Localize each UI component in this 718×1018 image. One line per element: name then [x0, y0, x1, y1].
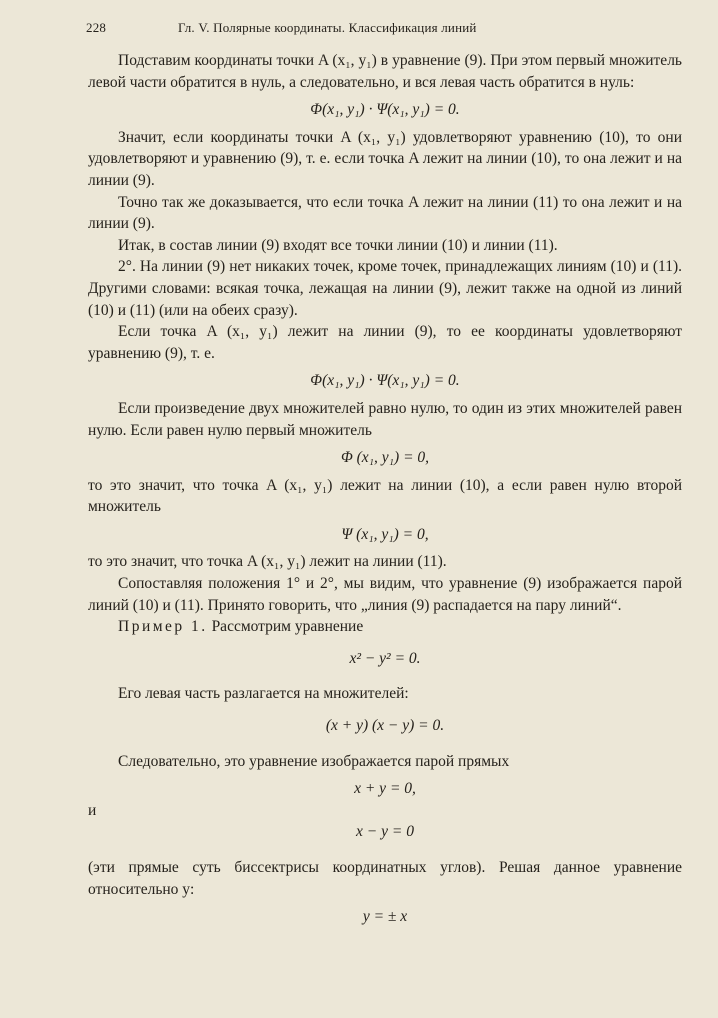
- page-body: [88, 50, 682, 928]
- paragraph: Его левая часть разлагается на множителей:: [118, 685, 409, 703]
- page-number: 228: [86, 20, 107, 35]
- formula: y = ± x: [362, 908, 408, 926]
- formula: Φ (x₁, y₁) = 0,: [340, 449, 430, 467]
- paragraph: Если произведение двух множителей равно нулю, то один из этих множителей равен нулю. Если равен нулю первый множитель: [88, 399, 682, 439]
- formula: x² − y² = 0.: [349, 649, 421, 667]
- formula: Φ(x₁, y₁) · Ψ(x₁, y₁) = 0.: [310, 101, 460, 119]
- paragraph: Следовательно, это уравнение изображается парой прямых: [118, 752, 510, 770]
- formula: x − y = 0: [356, 823, 414, 841]
- paragraph: Точно так же доказывается, что если точка A лежит на линии (11) то она лежит и на линии (9).: [88, 193, 682, 233]
- example-paragraph: [88, 616, 682, 638]
- example-label: Пример 1.: [118, 618, 208, 636]
- formula: (x + y) (x − y) = 0.: [325, 717, 445, 735]
- paragraph: Сопоставляя положения 1° и 2°, мы видим, что уравнение (9) изображается парой линий (10) и (11). Принято говорить, что „линия (9) распадается на пару линий“.: [88, 575, 682, 614]
- paragraph: 2°. На линии (9) нет никаких точек, кроме точек, принадлежащих линиям (10) и (11). Другими словами: всякая точка, лежащая на линии (9), лежит также на одной из линий (10) и (11) (или на обеих сразу).: [88, 258, 682, 319]
- paragraph: то это значит, что точка A (x₁, y₁) лежит на линии (11).: [88, 553, 447, 571]
- example-text: Рассмотрим уравнение: [207, 618, 364, 636]
- paragraph: Подставим координаты точки A (x₁, y₁) в уравнение (9). При этом первый множитель левой части обратится в нуль, а следовательно, и вся левая часть обратится в нуль:: [88, 52, 682, 91]
- paragraph: (эти прямые суть биссектрисы координатных углов). Решая данное уравнение относительно y:: [88, 859, 682, 898]
- formula: Ψ (x₁, y₁) = 0,: [341, 525, 429, 543]
- conjunction: и: [88, 801, 97, 819]
- paragraph: то это значит, что точка A (x₁, y₁) лежит на линии (10), а если равен нулю второй множитель: [88, 476, 682, 516]
- chapter-title: Гл. V. Полярные координаты. Классификация линий: [178, 20, 477, 35]
- formula: x + y = 0,: [354, 780, 416, 798]
- paragraph: Значит, если координаты точки A (x₁, y₁) удовлетворяют уравнению (10), то они удовлетворяют и уравнению (9), т. е. если точка A лежит на линии (10), то она лежит и на линии (9).: [88, 128, 682, 189]
- formula: Φ(x₁, y₁) · Ψ(x₁, y₁) = 0.: [310, 372, 460, 390]
- paragraph: Если точка A (x₁, y₁) лежит на линии (9), то ее координаты удовлетворяют уравнению (9), т. е.: [88, 323, 682, 362]
- paragraph: Итак, в состав линии (9) входят все точки линии (10) и линии (11).: [118, 236, 558, 254]
